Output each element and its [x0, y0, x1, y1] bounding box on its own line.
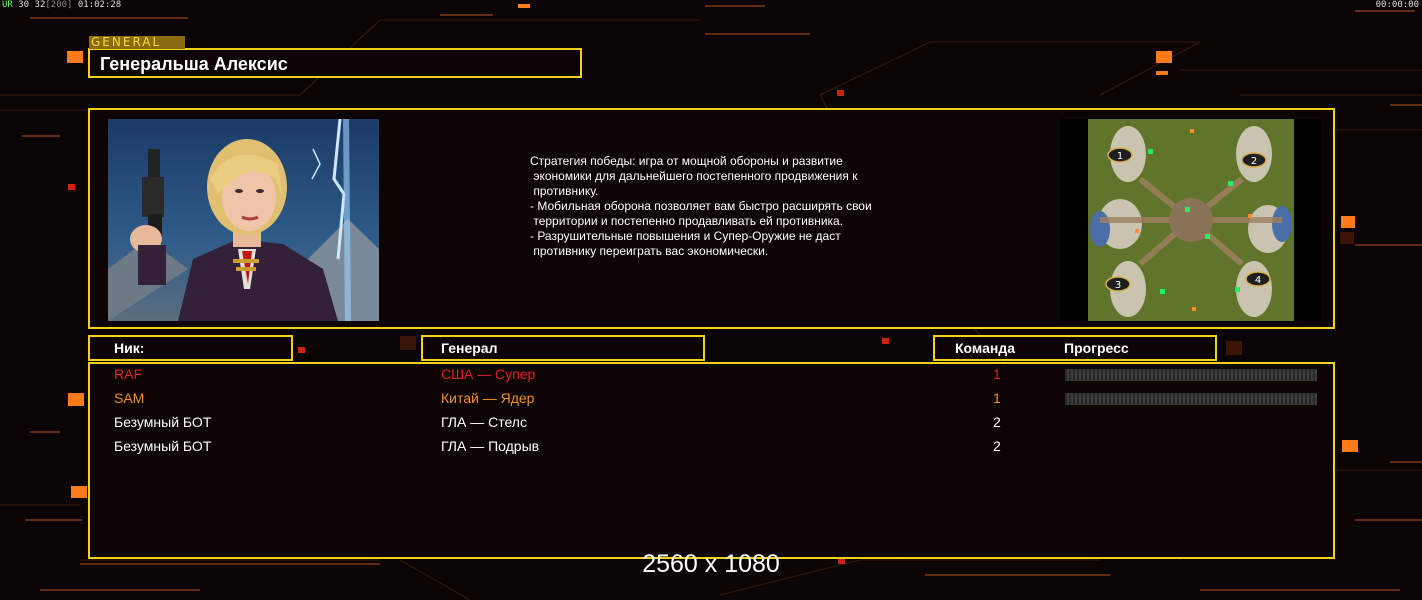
- player-general: ГЛА — Подрыв: [441, 438, 540, 454]
- general-info-panel: [88, 108, 1335, 329]
- map-marker-4: 4: [1254, 275, 1262, 286]
- general-title: Генеральша Алексис: [100, 54, 288, 74]
- map-marker-1: 1: [1116, 151, 1124, 162]
- resolution-label: 2560 x 1080: [642, 550, 780, 578]
- header-general: Генерал: [441, 340, 498, 356]
- player-row: [90, 390, 1333, 414]
- player-team: 1: [993, 390, 1001, 406]
- progress-bar: [1065, 393, 1317, 405]
- player-nick: SAM: [114, 390, 145, 406]
- player-nick: Безумный БОТ: [114, 414, 212, 430]
- player-nick: RAF: [114, 366, 142, 382]
- description-line: экономики для дальнейшего постепенного продвижения к: [530, 169, 858, 183]
- map-marker-2: 2: [1250, 156, 1258, 167]
- description-line: Стратегия победы: игра от мощной обороны и развитие: [530, 154, 843, 168]
- hud-bracket: [200]: [45, 0, 73, 10]
- map-marker-3: 3: [1114, 280, 1122, 291]
- header-general-frame: [421, 335, 705, 361]
- map-preview: [1060, 119, 1322, 321]
- header-team-frame: [933, 335, 1217, 361]
- description-line: противнику переиграть вас экономически.: [530, 244, 769, 258]
- player-general: США — Супер: [441, 366, 536, 382]
- progress-bar: [1065, 369, 1317, 381]
- player-general: Китай — Ядер: [441, 390, 535, 406]
- header-nick: Ник:: [114, 340, 145, 356]
- general-description: [530, 154, 872, 259]
- player-team: 2: [993, 414, 1001, 430]
- player-row: [90, 438, 1333, 462]
- player-row: [90, 366, 1333, 390]
- hud-clock: 01:02:28: [77, 0, 122, 10]
- description-line: территории и постепенно продавливать ей противника.: [530, 214, 844, 228]
- hud-prefix: UR: [2, 0, 13, 10]
- header-nick-frame: [88, 335, 293, 361]
- general-title-frame: [88, 48, 582, 78]
- player-list: [88, 362, 1335, 559]
- hud-timer: 00:00:00: [1375, 0, 1419, 10]
- player-team: 1: [993, 366, 1001, 382]
- player-general: ГЛА — Стелс: [441, 414, 527, 430]
- hud-values: 30 32: [18, 0, 46, 10]
- description-line: - Разрушительные повышения и Супер-Оружие не даст: [530, 229, 841, 243]
- header-progress: Прогресс: [1064, 340, 1129, 356]
- hud-stats: [2, 0, 121, 10]
- player-team: 2: [993, 438, 1001, 454]
- player-row: [90, 414, 1333, 438]
- general-badge: GENERAL: [89, 36, 185, 49]
- header-team: Команда: [955, 340, 1015, 356]
- description-line: противнику.: [530, 184, 599, 198]
- general-portrait: [108, 119, 379, 321]
- player-nick: Безумный БОТ: [114, 438, 212, 454]
- description-line: - Мобильная оборона позволяет вам быстро расширять свои: [530, 199, 872, 213]
